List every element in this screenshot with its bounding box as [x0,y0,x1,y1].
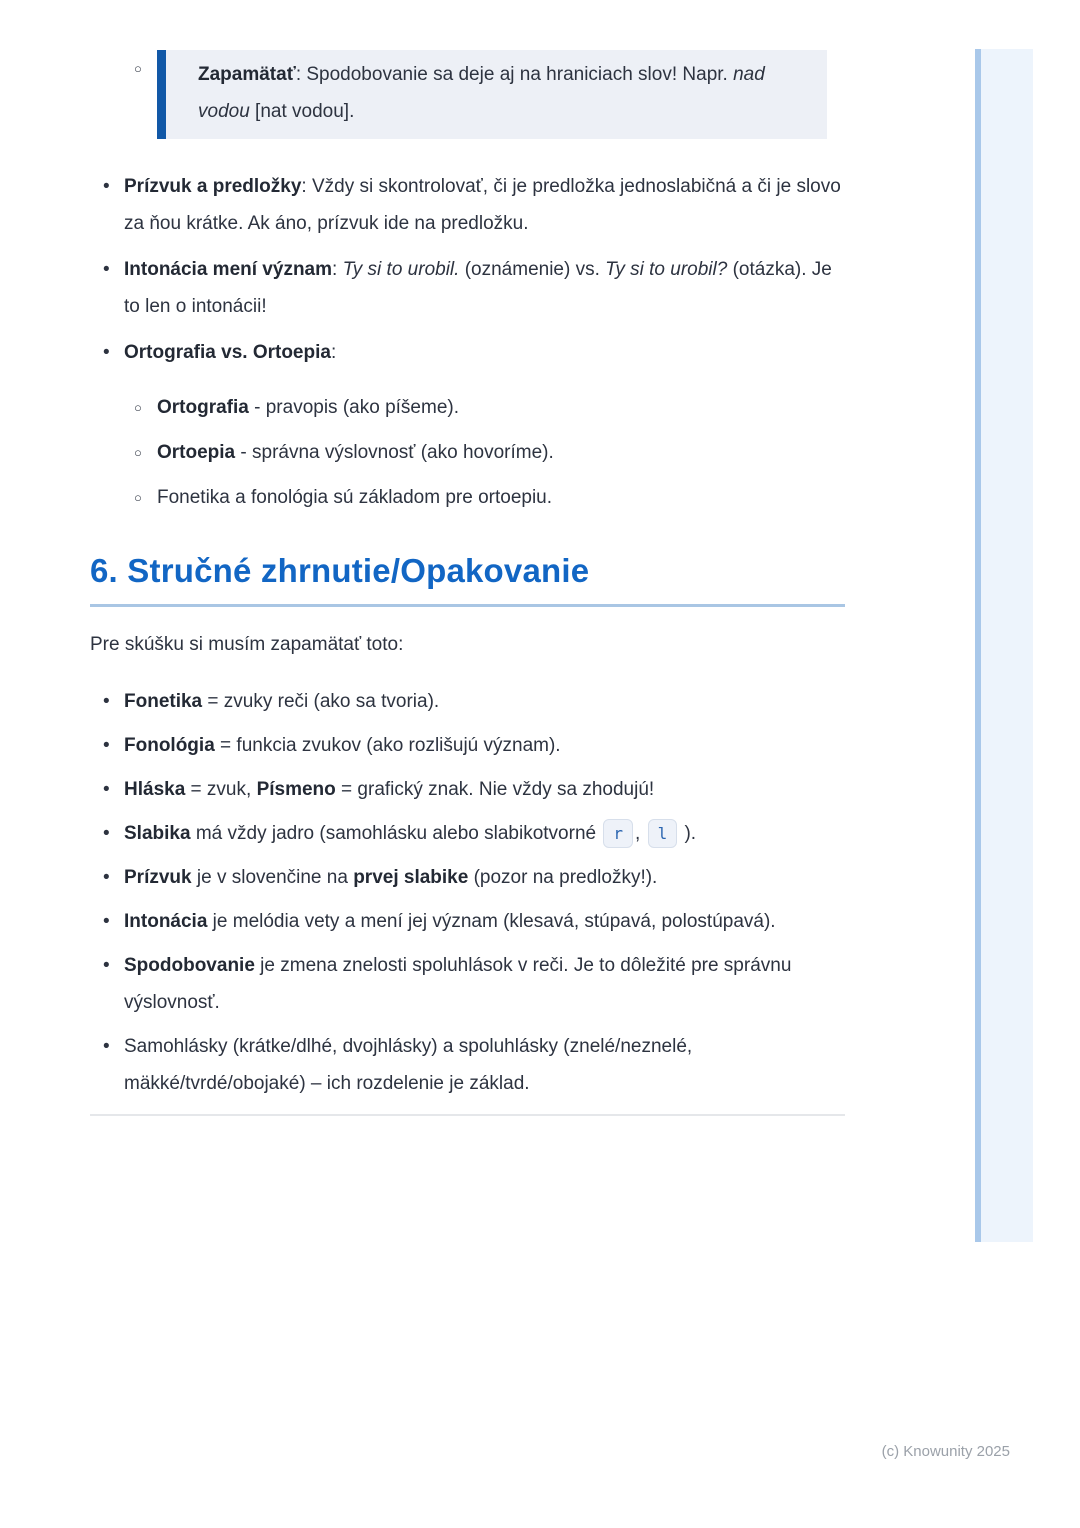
list-item-text: Samohlásky (krátke/dlhé, dvojhlásky) a spoluhlásky (znelé/neznelé, mäkké/tvrdé/obojaké) – ich rozdelenie je základ. [124,1036,693,1094]
list-item-text: Prízvuk a predložky: Vždy si skontrolovať, či je predložka jednoslabičná a či je slovo za ňou krátke. Ak áno, prízvuk ide na predložku. [124,176,841,234]
callout-note [157,50,827,139]
list-item [90,903,845,940]
page-edge-bar [975,49,1033,1242]
summary-list [90,683,845,1102]
bullet-icon: • [103,779,110,800]
callout-text: Zapamätať: Spodobovanie sa deje aj na hraniciach slov! Napr. nad vodou [nat vodou]. [198,64,765,122]
list-item [123,434,845,471]
notes-sub-list [123,389,845,516]
callout-list-item [123,50,845,139]
notes-list [90,168,845,371]
intro-text: Pre skúšku si musím zapamätať toto: [90,634,404,655]
bullet-icon: • [103,911,110,932]
list-item-text: Fonetika a fonológia sú základom pre ortoepiu. [157,487,553,508]
list-item-text: Fonológia = funkcia zvukov (ako rozlišujú význam). [124,735,561,756]
list-item-text: Ortografia vs. Ortoepia: [124,342,337,363]
list-item [90,251,845,325]
bullet-icon: • [103,1036,110,1057]
bullet-icon: • [103,691,110,712]
list-item-text: Slabika má vždy jadro (samohlásku alebo slabikotvorné r , l ). [124,815,845,852]
circle-bullet-icon: ○ [134,445,142,460]
list-item [90,947,845,1021]
list-item-text: Fonetika = zvuky reči (ako sa tvoria). [124,691,440,712]
circle-bullet-icon: ○ [134,400,142,415]
bullet-icon: • [103,955,110,976]
list-item-text: Ortoepia - správna výslovnosť (ako hovoríme). [157,442,554,463]
section-divider [90,1114,845,1116]
list-item [90,334,845,371]
bullet-icon: • [103,735,110,756]
list-item [123,389,845,426]
list-item-text: Spodobovanie je zmena znelosti spoluhlások v reči. Je to dôležité pre správnu výslovnosť. [124,955,792,1013]
footer-copyright: (c) Knowunity 2025 [881,1443,1010,1460]
list-item-text: Intonácia je melódia vety a mení jej význam (klesavá, stúpavá, polostúpavá). [124,911,776,932]
list-item [90,859,845,896]
document-content [90,50,845,1116]
bullet-icon: • [103,176,110,197]
list-item-text: Hláska = zvuk, Písmeno = grafický znak. Nie vždy sa zhodujú! [124,779,655,800]
list-item-text: Ortografia - pravopis (ako píšeme). [157,397,459,418]
list-item [90,771,845,808]
list-item [90,168,845,242]
bullet-icon: • [103,823,110,844]
bullet-icon: • [103,342,110,363]
list-item [90,1028,845,1102]
circle-bullet-icon: ○ [134,61,142,76]
list-item-text: Prízvuk je v slovenčine na prvej slabike (pozor na predložky!). [124,867,658,888]
list-item [90,683,845,720]
bullet-icon: • [103,259,110,280]
circle-bullet-icon: ○ [134,490,142,505]
list-item [90,727,845,764]
list-item [123,479,845,516]
list-item-text: Intonácia mení význam: Ty si to urobil. (oznámenie) vs. Ty si to urobil? (otázka). Je to len o intonácii! [124,259,832,317]
section-heading: 6. Stručné zhrnutie/Opakovanie [90,550,845,607]
list-item [90,815,845,852]
bullet-icon: • [103,867,110,888]
